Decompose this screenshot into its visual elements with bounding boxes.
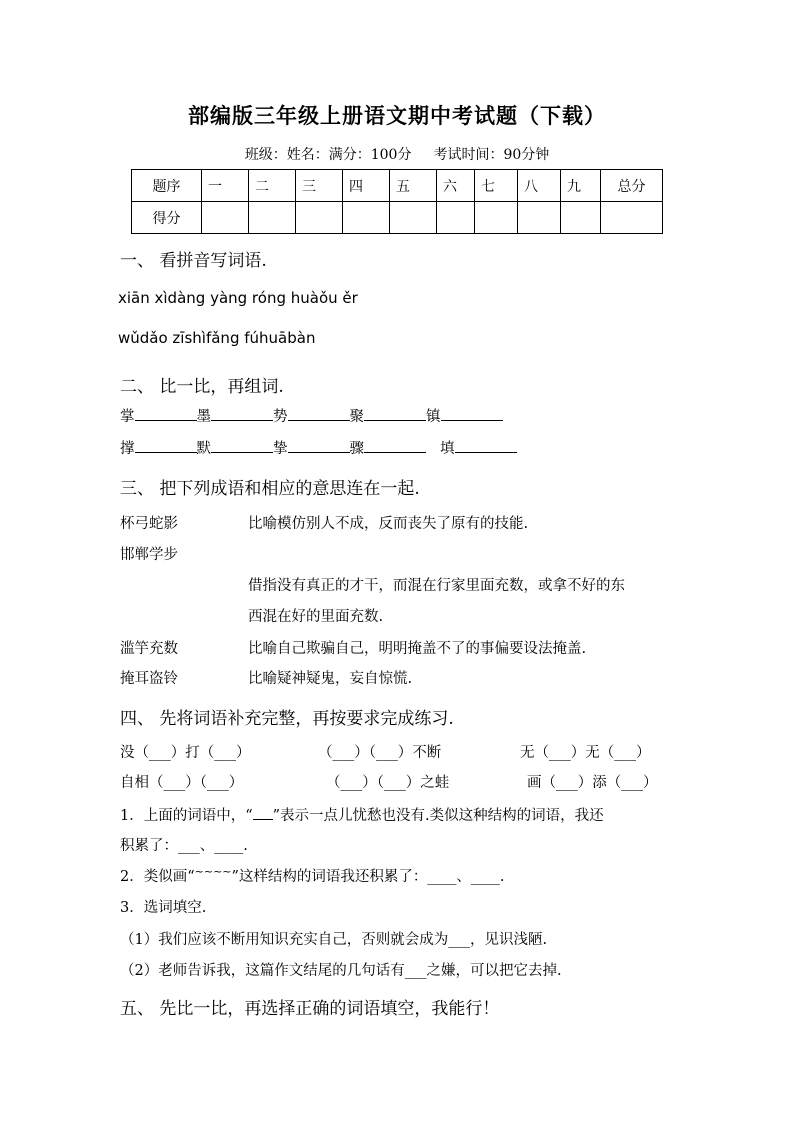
answer-blank[interactable] [364, 438, 426, 453]
meaning-item[interactable]: 比喻疑神疑鬼，妄自惊慌. [248, 671, 413, 687]
question-3-1[interactable]: （1）我们应该不断用知识充实自己，否则就会成为___，见识浅陋. [120, 932, 548, 948]
compare-char: 骤 [349, 441, 364, 457]
question-1 [120, 804, 604, 825]
meaning-item-continuation: 西混在好的里面充数. [248, 609, 384, 625]
question-2-text-cont: ”这样结构的词语我还积累了：____、____. [231, 869, 505, 885]
section-4-heading: 四、 先将词语补充完整，再按要求完成练习. [120, 709, 454, 729]
exam-info [0, 144, 794, 164]
header-cell: 题序 [132, 170, 202, 202]
compare-char-row-2 [120, 437, 517, 458]
header-cell: 三 [296, 170, 343, 202]
answer-blank[interactable] [135, 438, 197, 453]
wavy-underline-mark: ~~~~ [194, 865, 232, 878]
meaning-item[interactable]: 借指没有真正的才干，而混在行家里面充数，或拿不好的东 [248, 578, 625, 594]
idiom-item[interactable]: 滥竽充数 [120, 641, 178, 657]
page-title: 部编版三年级上册语文期中考试题（下载） [188, 103, 606, 128]
pinyin-line-2: wǔdǎo zīshìfǎng fúhuābàn [118, 329, 316, 347]
header-cell: 一 [202, 170, 249, 202]
idiom-item[interactable]: 掩耳盗铃 [120, 671, 178, 687]
score-cell[interactable] [202, 202, 249, 234]
section-3-heading: 三、 把下列成语和相应的意思连在一起. [120, 479, 420, 499]
compare-char: 掌 [120, 409, 135, 425]
answer-blank[interactable] [288, 406, 350, 421]
compare-char: 镇 [426, 409, 441, 425]
compare-char-row-1 [120, 405, 503, 426]
idiom-fill-item[interactable]: 没（___）打（___） [120, 745, 251, 761]
score-cell[interactable] [343, 202, 390, 234]
question-1-text-cont: ”表示一点儿忧愁也没有.类似这种结构的词语，我还 [272, 808, 604, 824]
question-2 [120, 865, 505, 886]
score-cell[interactable] [390, 202, 437, 234]
compare-char: 墨 [196, 409, 211, 425]
header-cell: 四 [343, 170, 390, 202]
score-cell[interactable] [296, 202, 343, 234]
compare-char: 填 [440, 441, 455, 457]
answer-blank[interactable] [211, 406, 273, 421]
score-cell[interactable] [601, 202, 663, 234]
section-2-heading: 二、 比一比，再组词. [120, 377, 284, 397]
section-1-heading: 一、 看拼音写词语. [120, 251, 267, 271]
exam-time-info: 考试时间：90分钟 [433, 147, 550, 163]
answer-blank[interactable] [211, 438, 273, 453]
score-table [131, 169, 663, 234]
idiom-fill-item[interactable]: （___）（___）之蛙 [326, 775, 450, 791]
meaning-item[interactable]: 比喻模仿别人不成，反而丧失了原有的技能. [248, 516, 529, 532]
idiom-fill-item[interactable]: （___）（___）不断 [318, 745, 442, 761]
question-1-answer[interactable]: 积累了：___、____. [120, 838, 248, 854]
underline-mark [253, 805, 273, 820]
score-table-score-row [132, 202, 663, 234]
answer-blank[interactable] [135, 406, 197, 421]
idiom-fill-item[interactable]: 自相（___）（___） [120, 775, 244, 791]
pinyin-line-1: xiān xìdàng yàng róng huàǒu ěr [118, 289, 358, 307]
question-3-2[interactable]: （2）老师告诉我，这篇作文结尾的几句话有___之嫌，可以把它去掉. [120, 963, 562, 979]
compare-char: 势 [273, 409, 288, 425]
score-cell[interactable] [518, 202, 561, 234]
class-name-info: 班级：姓名：满分：100分 [244, 147, 412, 163]
compare-char: 撑 [120, 441, 135, 457]
answer-blank[interactable] [455, 438, 517, 453]
score-row-label: 得分 [132, 202, 202, 234]
score-cell[interactable] [475, 202, 518, 234]
answer-blank[interactable] [288, 438, 350, 453]
score-cell[interactable] [561, 202, 601, 234]
question-2-text: 2．类似画“ [120, 869, 195, 885]
idiom-fill-item[interactable]: 无（___）无（___） [520, 745, 651, 761]
answer-blank[interactable] [364, 406, 426, 421]
question-3: 3．选词填空. [120, 900, 207, 916]
idiom-item[interactable]: 杯弓蛇影 [120, 516, 178, 532]
compare-char: 挚 [273, 441, 288, 457]
header-cell: 总分 [601, 170, 663, 202]
header-cell: 二 [249, 170, 296, 202]
meaning-item[interactable]: 比喻自己欺骗自己，明明掩盖不了的事偏要设法掩盖. [248, 641, 587, 657]
idiom-fill-item[interactable]: 画（___）添（___） [527, 775, 658, 791]
compare-char: 聚 [349, 409, 364, 425]
question-1-text: 1．上面的词语中，“ [120, 808, 253, 824]
header-cell: 九 [561, 170, 601, 202]
header-cell: 六 [437, 170, 475, 202]
compare-char: 默 [196, 441, 211, 457]
score-cell[interactable] [249, 202, 296, 234]
answer-blank[interactable] [441, 406, 503, 421]
idiom-item[interactable]: 邯郸学步 [120, 547, 178, 563]
score-cell[interactable] [437, 202, 475, 234]
score-table-header-row [132, 170, 663, 202]
header-cell: 五 [390, 170, 437, 202]
header-cell: 七 [475, 170, 518, 202]
section-5-heading: 五、 先比一比，再选择正确的词语填空，我能行！ [120, 999, 500, 1019]
header-cell: 八 [518, 170, 561, 202]
